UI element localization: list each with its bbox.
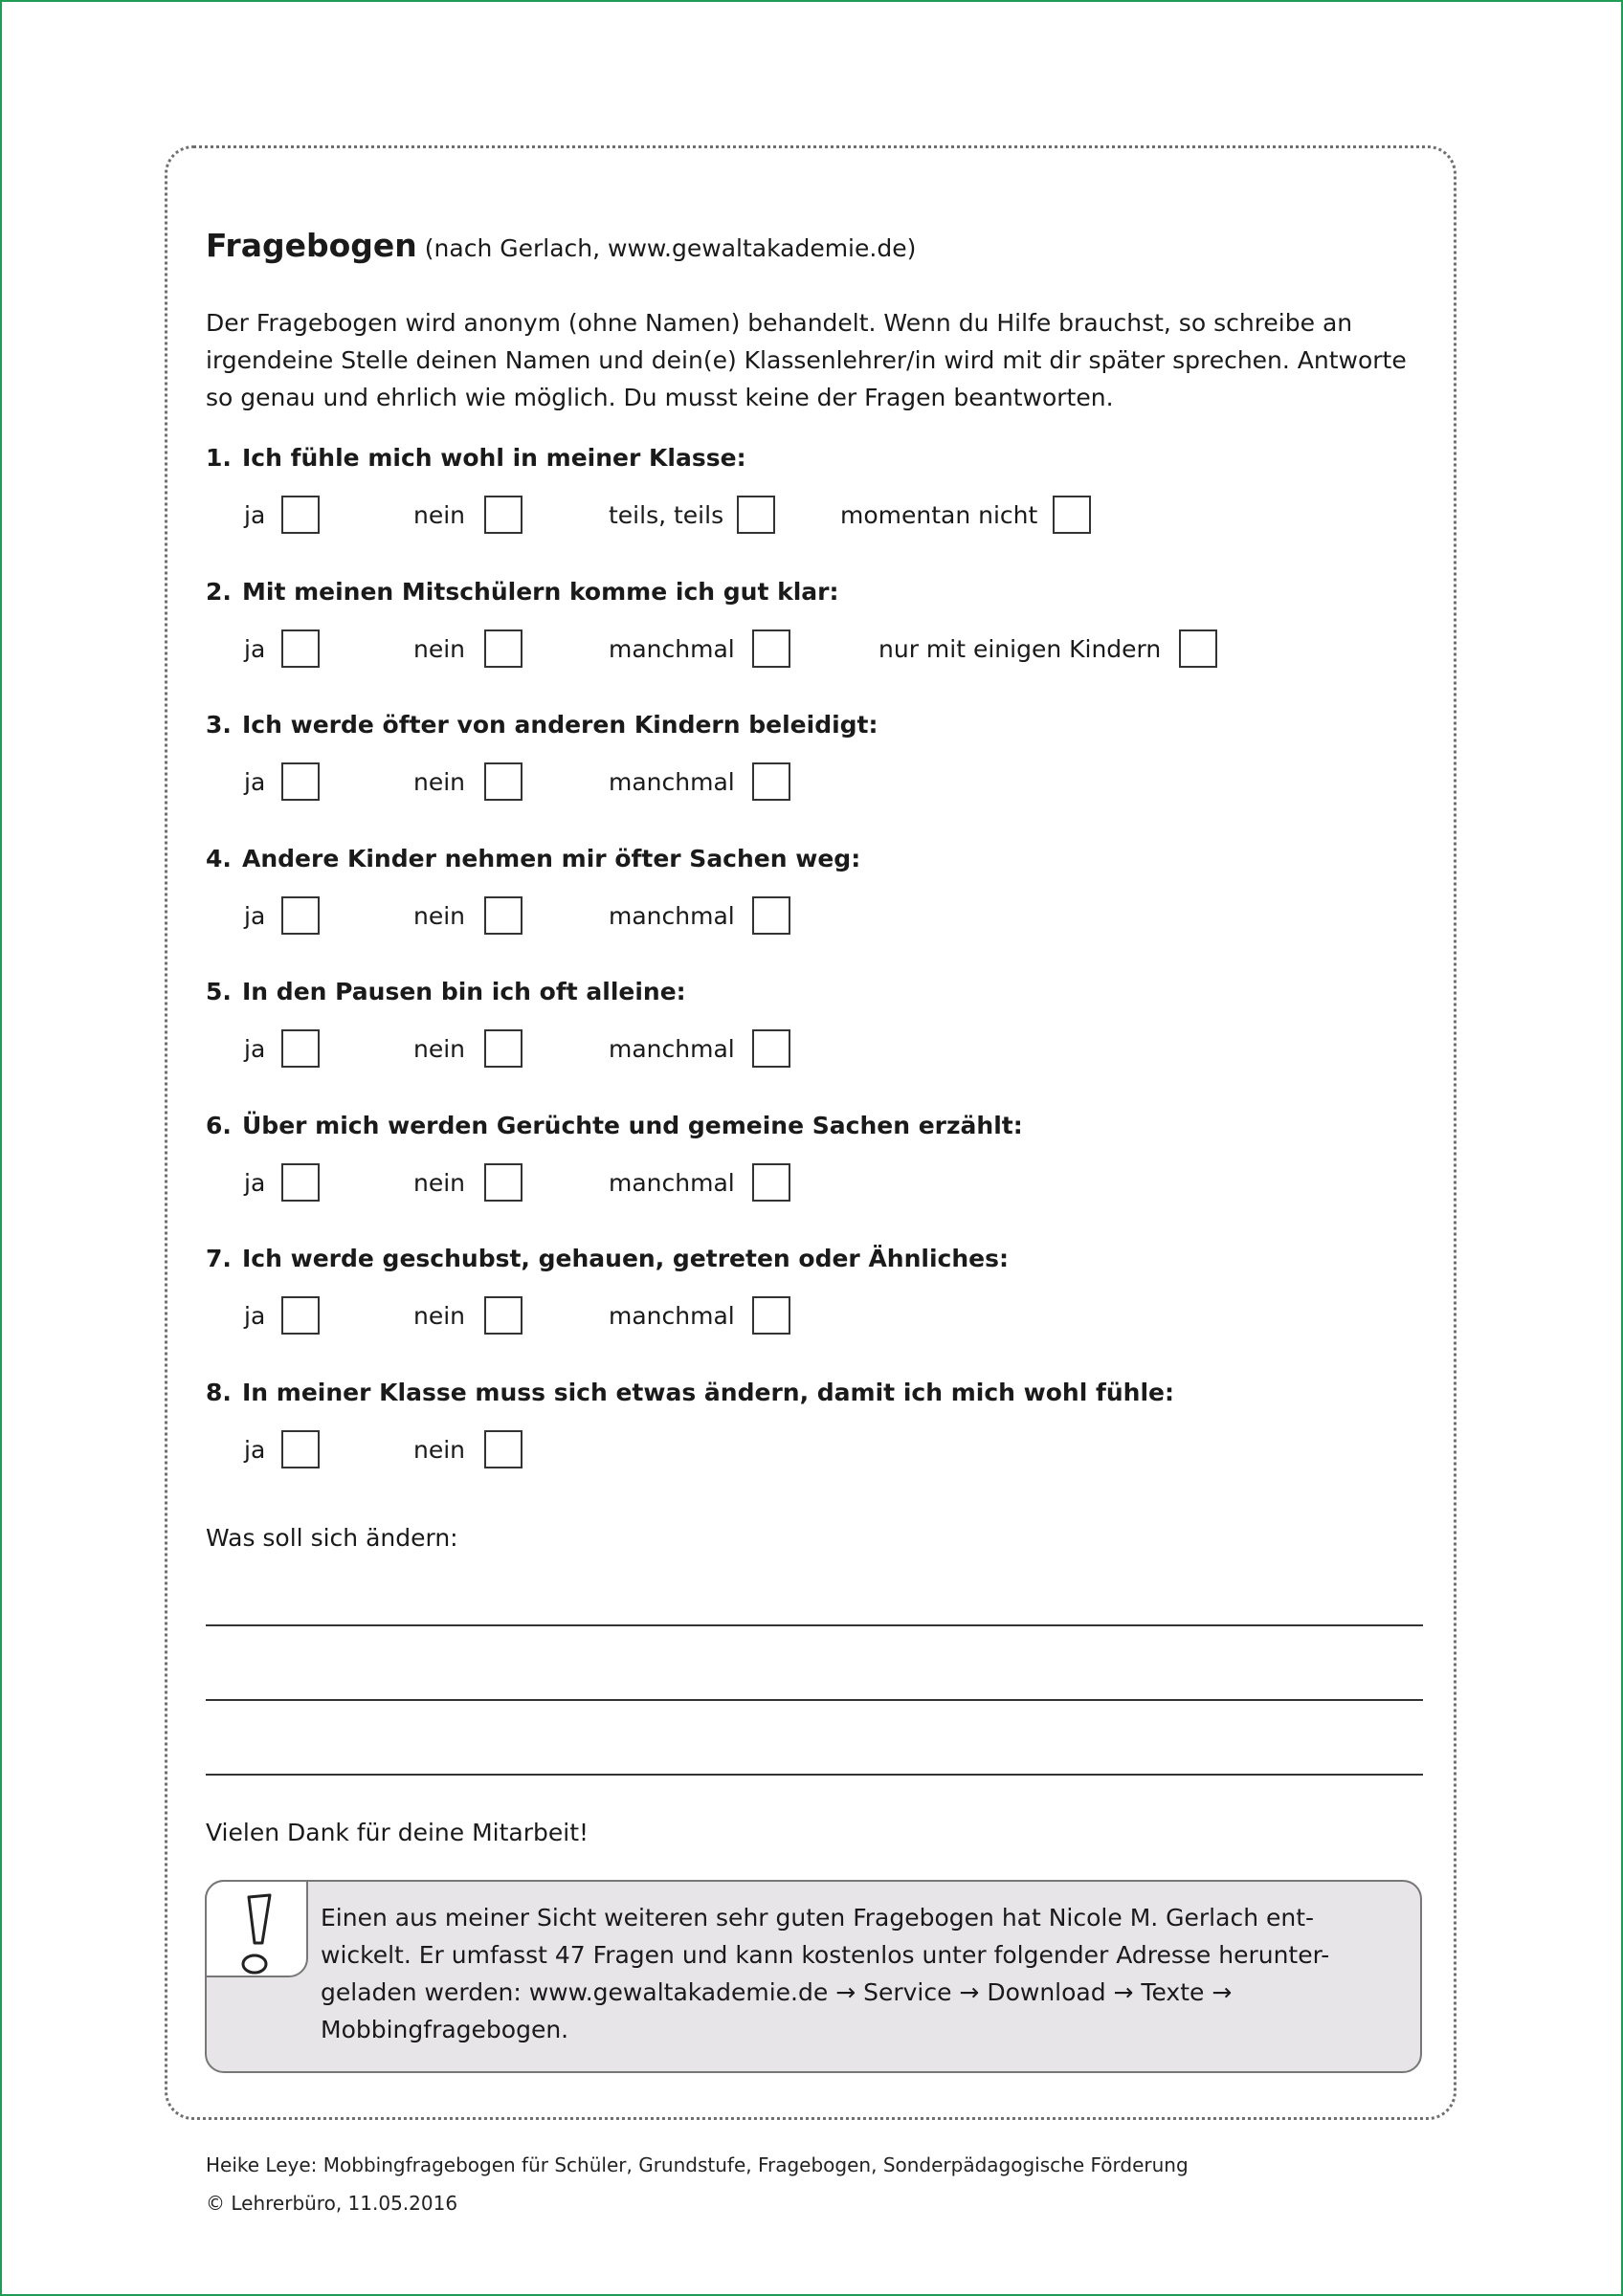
option-checkbox[interactable] [484, 762, 522, 801]
answer-line-3[interactable] [206, 1774, 1423, 1776]
question-number: 8. [206, 1378, 232, 1406]
intro-line: so genau und ehrlich wie möglich. Du musst keine der Fragen beantworten. [206, 384, 1114, 411]
option-checkbox[interactable] [1179, 629, 1217, 668]
option-checkbox[interactable] [752, 629, 790, 668]
answer-line-2[interactable] [206, 1699, 1423, 1701]
question-number: 3. [206, 711, 232, 739]
option-checkbox[interactable] [752, 1296, 790, 1335]
option-label: manchmal [609, 901, 735, 930]
footer-copyright: © Lehrerbüro, 11.05.2016 [206, 2192, 458, 2215]
page-subtitle: (nach Gerlach, www.gewaltakademie.de) [424, 234, 917, 262]
option-label: nur mit einigen Kindern [878, 634, 1162, 663]
answer-line-1[interactable] [206, 1624, 1423, 1626]
question-label: Ich werde geschubst, gehauen, getreten oder Ähnliches: [242, 1245, 1009, 1272]
option-label: nein [413, 501, 466, 529]
option-checkbox[interactable] [484, 1029, 522, 1068]
note-text [321, 1899, 1412, 2048]
option-checkbox[interactable] [484, 629, 522, 668]
option-label: manchmal [609, 634, 735, 663]
option-label: manchmal [609, 1035, 735, 1063]
option-checkbox[interactable] [752, 896, 790, 935]
option-checkbox[interactable] [281, 496, 320, 534]
option-label: nein [413, 1168, 466, 1197]
option-label: manchmal [609, 1168, 735, 1197]
question-label: In den Pausen bin ich oft alleine: [242, 978, 686, 1005]
question-label: Andere Kinder nehmen mir öfter Sachen weg: [242, 844, 861, 872]
option-label: ja [244, 1168, 266, 1197]
option-checkbox[interactable] [484, 896, 522, 935]
option-label: nein [413, 1302, 466, 1330]
option-checkbox[interactable] [281, 896, 320, 935]
option-checkbox[interactable] [484, 496, 522, 534]
note-line: Mobbingfragebogen. [321, 2016, 569, 2043]
option-checkbox[interactable] [752, 1163, 790, 1202]
question-number: 7. [206, 1245, 232, 1272]
question-label: Ich fühle mich wohl in meiner Klasse: [242, 444, 746, 472]
option-label: teils, teils [609, 501, 724, 529]
question-number: 2. [206, 577, 232, 606]
option-checkbox[interactable] [752, 762, 790, 801]
question-number: 6. [206, 1111, 232, 1139]
question-text [206, 845, 860, 872]
option-label: nein [413, 1035, 466, 1063]
change-prompt: Was soll sich ändern: [206, 1524, 458, 1552]
note-line: geladen werden: www.gewaltakademie.de → Service → Download → Texte → [321, 1978, 1233, 2006]
option-label: ja [244, 901, 266, 930]
option-label: ja [244, 768, 266, 796]
thanks-text: Vielen Dank für deine Mitarbeit! [206, 1819, 589, 1846]
question-number: 4. [206, 844, 232, 872]
page-title: Fragebogen [206, 227, 417, 264]
intro-line: Der Fragebogen wird anonym (ohne Namen) behandelt. Wenn du Hilfe brauchst, so schreibe an [206, 309, 1353, 337]
option-label: ja [244, 501, 266, 529]
option-label: momentan nicht [840, 501, 1038, 529]
option-checkbox[interactable] [281, 629, 320, 668]
question-text [206, 1379, 1174, 1406]
question-label: Über mich werden Gerüchte und gemeine Sachen erzählt: [242, 1111, 1023, 1139]
option-checkbox[interactable] [281, 762, 320, 801]
note-icon-frame [205, 1880, 308, 1977]
option-label: nein [413, 634, 466, 663]
option-checkbox[interactable] [484, 1430, 522, 1468]
option-label: ja [244, 634, 266, 663]
title-block [206, 227, 916, 264]
question-label: Ich werde öfter von anderen Kindern beleidigt: [242, 711, 878, 739]
option-checkbox[interactable] [281, 1430, 320, 1468]
option-label: manchmal [609, 768, 735, 796]
footer-citation: Heike Leye: Mobbingfragebogen für Schüler, Grundstufe, Fragebogen, Sonderpädagogische Förderung [206, 2153, 1189, 2176]
question-number: 5. [206, 978, 232, 1005]
question-text [206, 1245, 1009, 1272]
intro-paragraph [206, 304, 1421, 416]
option-label: manchmal [609, 1302, 735, 1330]
exclamation-icon [207, 1882, 310, 1979]
question-label: Mit meinen Mitschülern komme ich gut klar: [242, 577, 839, 606]
option-checkbox[interactable] [484, 1296, 522, 1335]
note-line: wickelt. Er umfasst 47 Fragen und kann kostenlos unter folgender Adresse herunter- [321, 1941, 1330, 1969]
option-label: nein [413, 1435, 466, 1464]
note-line: Einen aus meiner Sicht weiteren sehr guten Fragebogen hat Nicole M. Gerlach ent- [321, 1904, 1315, 1932]
question-text [206, 1112, 1023, 1139]
option-checkbox[interactable] [281, 1163, 320, 1202]
option-label: ja [244, 1435, 266, 1464]
option-checkbox[interactable] [737, 496, 775, 534]
question-text [206, 444, 746, 472]
question-text [206, 578, 839, 606]
option-label: ja [244, 1302, 266, 1330]
option-checkbox[interactable] [484, 1163, 522, 1202]
option-label: nein [413, 901, 466, 930]
option-label: nein [413, 768, 466, 796]
question-label: In meiner Klasse muss sich etwas ändern, damit ich mich wohl fühle: [242, 1378, 1174, 1406]
option-checkbox[interactable] [1053, 496, 1091, 534]
option-checkbox[interactable] [281, 1296, 320, 1335]
option-checkbox[interactable] [281, 1029, 320, 1068]
question-text [206, 978, 686, 1005]
question-text [206, 711, 878, 739]
question-number: 1. [206, 444, 232, 472]
option-checkbox[interactable] [752, 1029, 790, 1068]
intro-line: irgendeine Stelle deinen Namen und dein(e) Klassenlehrer/in wird mit dir später sprechen. Antworte [206, 346, 1407, 374]
option-label: ja [244, 1035, 266, 1063]
